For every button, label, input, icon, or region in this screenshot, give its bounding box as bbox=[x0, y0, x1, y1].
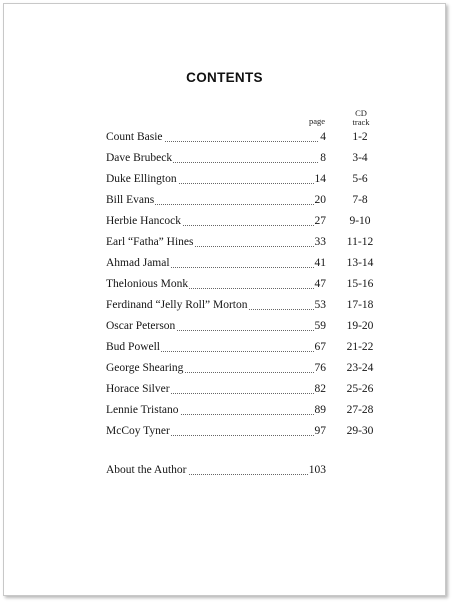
entry-page-number: 59 bbox=[314, 320, 326, 332]
entry-page-number: 103 bbox=[308, 464, 326, 476]
track-header-line: track bbox=[352, 117, 370, 127]
entry-page-number: 53 bbox=[314, 299, 326, 311]
entry-title: Earl “Fatha” Hines bbox=[106, 236, 194, 248]
contents-entry bbox=[106, 425, 378, 439]
entry-page-number: 33 bbox=[314, 236, 326, 248]
page-title: CONTENTS bbox=[186, 70, 263, 85]
entry-cd-track: 25-26 bbox=[346, 383, 374, 395]
entry-cd-track: 11-12 bbox=[346, 236, 374, 248]
entry-page-number: 27 bbox=[314, 215, 326, 227]
entry-title: Oscar Peterson bbox=[106, 320, 176, 332]
entry-cd-track: 21-22 bbox=[346, 341, 374, 353]
entry-cd-track: 23-24 bbox=[346, 362, 374, 374]
contents-entry bbox=[106, 383, 378, 397]
entry-title: George Shearing bbox=[106, 362, 184, 374]
entry-title: Lennie Tristano bbox=[106, 404, 179, 416]
entry-cd-track: 29-30 bbox=[346, 425, 374, 437]
entry-cd-track: 5-6 bbox=[352, 173, 368, 185]
entry-page-number: 8 bbox=[320, 152, 326, 164]
entry-page-number: 82 bbox=[314, 383, 326, 395]
entry-page-number: 41 bbox=[314, 257, 326, 269]
entry-title: Bud Powell bbox=[106, 341, 160, 353]
entry-page-number: 4 bbox=[320, 131, 326, 143]
cd-track-column-header bbox=[346, 109, 376, 127]
entry-title: Herbie Hancock bbox=[106, 215, 182, 227]
entry-title: Bill Evans bbox=[106, 194, 155, 206]
entry-cd-track: 13-14 bbox=[346, 257, 374, 269]
contents-entry bbox=[106, 194, 378, 208]
contents-entry bbox=[106, 215, 378, 229]
entry-title: About the Author bbox=[106, 464, 187, 476]
contents-entry bbox=[106, 404, 378, 418]
entry-cd-track: 1-2 bbox=[352, 131, 368, 143]
contents-entry bbox=[106, 362, 378, 376]
entry-page-number: 14 bbox=[314, 173, 326, 185]
entry-title: Dave Brubeck bbox=[106, 152, 173, 164]
contents-entry bbox=[106, 152, 378, 166]
entry-cd-track: 17-18 bbox=[346, 299, 374, 311]
entry-page-number: 89 bbox=[314, 404, 326, 416]
entry-title: McCoy Tyner bbox=[106, 425, 170, 437]
entry-page-number: 47 bbox=[314, 278, 326, 290]
cd-header-line: CD bbox=[355, 108, 367, 118]
entry-page-number: 20 bbox=[314, 194, 326, 206]
entry-page-number: 76 bbox=[314, 362, 326, 374]
entry-title: Thelonious Monk bbox=[106, 278, 189, 290]
entry-cd-track: 7-8 bbox=[352, 194, 368, 206]
contents-entry bbox=[106, 257, 378, 271]
contents-entry bbox=[106, 236, 378, 250]
page-column-header: page bbox=[308, 116, 326, 126]
entry-title: Ferdinand “Jelly Roll” Morton bbox=[106, 299, 248, 311]
entry-page-number: 67 bbox=[314, 341, 326, 353]
entry-cd-track: 27-28 bbox=[346, 404, 374, 416]
contents-entry bbox=[106, 341, 378, 355]
contents-entry bbox=[106, 299, 378, 313]
entry-cd-track: 9-10 bbox=[349, 215, 371, 227]
about-author-entry bbox=[106, 464, 378, 478]
entry-title: Ahmad Jamal bbox=[106, 257, 170, 269]
contents-entry bbox=[106, 173, 378, 187]
entry-cd-track: 3-4 bbox=[352, 152, 368, 164]
entry-title: Duke Ellington bbox=[106, 173, 177, 185]
entry-cd-track: 15-16 bbox=[346, 278, 374, 290]
entry-title: Count Basie bbox=[106, 131, 163, 143]
entry-cd-track: 19-20 bbox=[346, 320, 374, 332]
contents-entry bbox=[106, 131, 378, 145]
entry-title: Horace Silver bbox=[106, 383, 170, 395]
contents-entry bbox=[106, 320, 378, 334]
entry-page-number: 97 bbox=[314, 425, 326, 437]
document-page bbox=[3, 3, 446, 596]
contents-entry bbox=[106, 278, 378, 292]
